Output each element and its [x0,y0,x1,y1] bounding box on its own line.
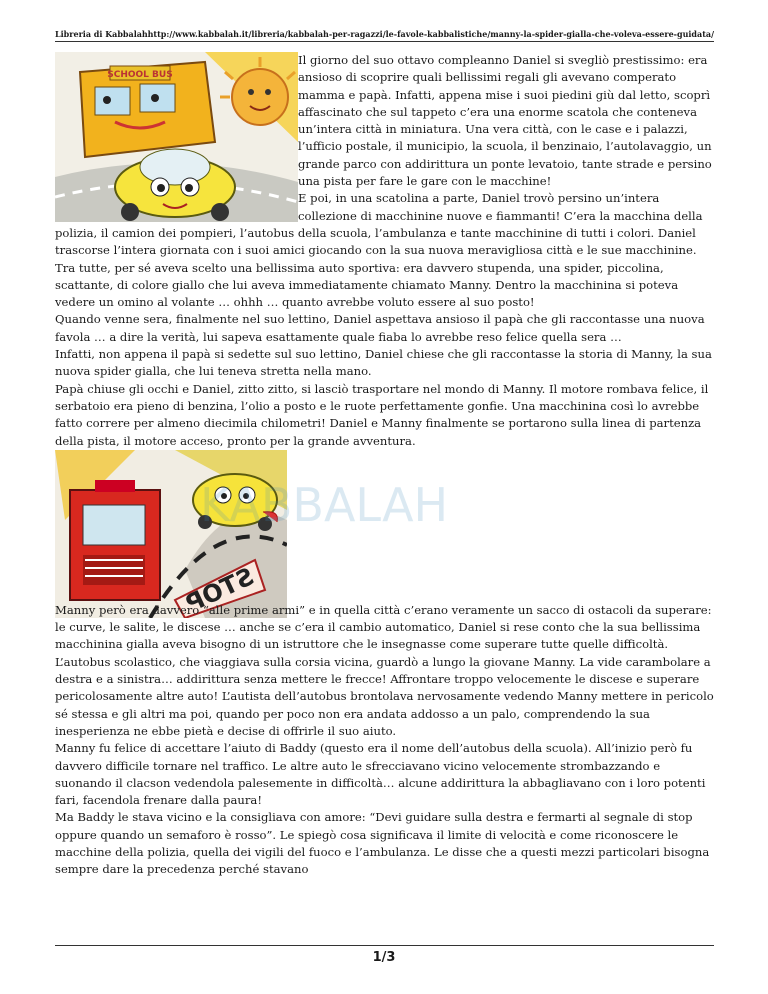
paragraph: Manny fu felice di accettare l’aiuto di Baddy (questo era il nome dell’autobus della scuola). All’inizio però fu davvero difficile tornare nel traffico. Le altre auto le sfrecciavano vicino velocemente strombazzando e suonando il clacson vedendola palesemente in difficoltà… alcune addirittura la abbagliavano con i loro potenti fari, facendola frenare dalla paura! [55,741,706,808]
source-url: http://www.kabbalah.it/libreria/kabbalah-per-ragazzi/le-favole-kabbalistiche/manny-la-spider-gialla-che-voleva-essere-guidata/ [147,29,714,39]
stop-sign-text: STOP [181,561,259,618]
paragraph: E poi, in una scatolina a parte, Daniel trovò persino un’intera collezione di macchinine nuove e fiammanti! C’era la macchina della polizia, il camion dei pompieri, l’autobus della scuola, l’ambulanza e tante macchinine di tutti i colori. Daniel trascorse l’intera giornata con i suoi amici giocando con la sua nuova meravigliosa città e le sue macchinine. Tra tutte, per sé aveva scelto una bellissima auto sportiva: era davvero stupenda, una spider, piccolina, scattante, di colore giallo che lui aveva immediatamente chiamato Manny. Dentro la macchinina si poteva vedere un omino al volante … ohhh … quanto avrebbe voluto essere al suo posto! [55,191,703,310]
paragraph: Il giorno del suo ottavo compleanno Daniel si svegliò prestissimo: era ansioso di scoprire quali bellissimi regali gli avevano comperato mamma e papà. Infatti, appena mise i suoi piedini giù dal letto, scoprì affascinato che sul tappeto c’era una enorme scatola che conteneva un’intera città in miniatura. Una vera città, con le case e i palazzi, l’ufficio postale, il municipio, la scuola, il benzinaio, l’autolavaggio, un grande parco con addirittura un ponte levatoio, tante strade e persino una pista per fare le gare con le macchine! [298,53,712,189]
fire-truck-stop-illustration [55,450,287,618]
school-bus-illustration [55,52,298,222]
bus-sign-text: SCHOOL BUS [107,70,173,80]
paragraph: Manny però era davvero “alle prime armi” e in quella città c’erano veramente un sacco di ostacoli da superare: le curve, le salite, le discese … anche se c’era il cambio automatico, Daniel si rese conto che la sua bellissima macchinina gialla aveva bisogno di un istruttore che le insegnasse come superare tutte quelle difficoltà. [55,602,712,652]
page-header [55,27,714,42]
paragraph: Papà chiuse gli occhi e Daniel, zitto zitto, si lasciò trasportare nel mondo di Manny. Il motore rombava felice, il serbatoio era pieno di benzina, l’olio a posto e le ruote perfettamente gonfie. Una macchinina così lo avrebbe fatto correre per almeno diecimila chilometri! Daniel e Manny finalmente se portarono sulla linea di partenza della pista, il motore acceso, pronto per la grande avventura. [55,381,709,448]
watermark-text: KABBALAH [200,478,449,528]
site-name: Libreria di Kabbalah [55,29,148,39]
paragraph: L’autobus scolastico, che viaggiava sulla corsia vicina, guardò a lungo la giovane Manny. La vide carambolare a destra e a sinistra… addirittura senza mettere le frecce! Affrontare troppo velocemente le discese e superare pericolosamente altre auto! L’autista dell’autobus brontolava nervosamente vedendo Manny mettere in pericolo sé stessa e gli altri ma poi, quando per poco non era andata addosso a un palo, comprendendo la sua inesperienza ne ebbe pietà e decise di offrirle il suo aiuto. [55,654,714,738]
paragraph: Infatti, non appena il papà si sedette sul suo lettino, Daniel chiese che gli raccontasse la storia di Manny, la sua nuova spider gialla, che lui teneva stretta nella mano. [55,347,712,379]
page-number: 1/3 [372,950,396,965]
paragraph: Quando venne sera, finalmente nel suo lettino, Daniel aspettava ansioso il papà che gli raccontasse una nuova favola … a dire la verità, lui sapeva esattamente quale fiaba lo avrebbe reso felice quella sera … [55,312,705,344]
article-body [55,52,715,879]
footer-rule [55,945,714,946]
paragraph: Ma Baddy le stava vicino e la consigliava con amore: “Devi guidare sulla destra e fermarti al segnale di stop oppure quando un semaforo è rosso”. Le spiegò cosa significava il limite di velocità e come riconoscere le macchine della polizia, quella dei vigili del fuoco e l’ambulanza. Le disse che a questi mezzi particolari bisogna sempre dare la precedenza perché stavano [55,810,710,877]
